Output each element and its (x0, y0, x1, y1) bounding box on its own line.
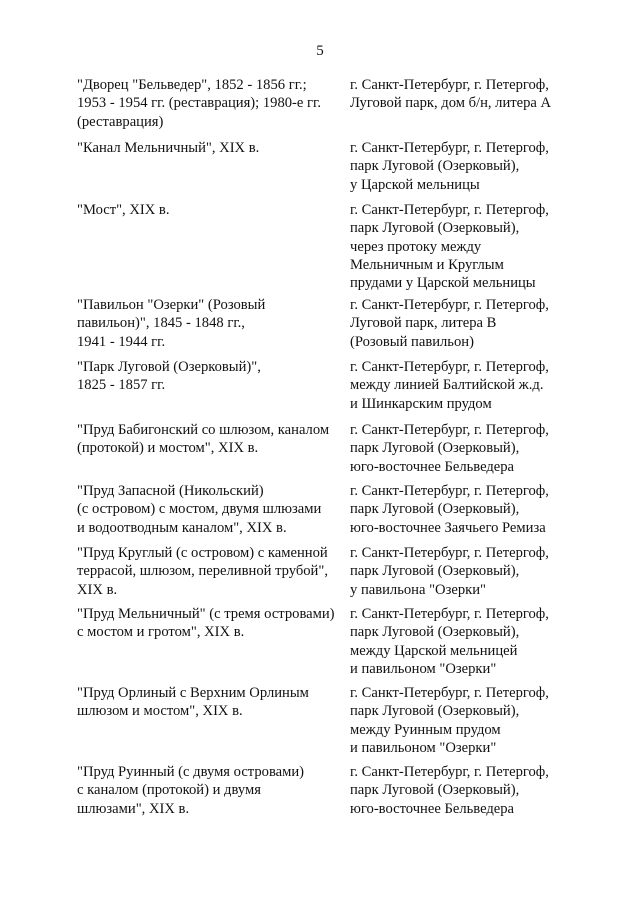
object-name (77, 358, 261, 395)
object-name (77, 201, 169, 219)
object-address (350, 201, 549, 292)
object-line: и водоотводным каналом", XIX в. (77, 519, 287, 536)
object-address (350, 358, 549, 413)
object-address (350, 139, 549, 194)
address-line: г. Санкт-Петербург, г. Петергоф, (350, 545, 549, 561)
object-line: "Пруд Круглый (с островом) с каменной (77, 545, 328, 561)
object-line: XIX в. (77, 581, 118, 598)
address-line: г. Санкт-Петербург, г. Петергоф, (350, 422, 549, 438)
object-line: "Дворец "Бельведер", 1852 - 1856 гг.; (77, 77, 307, 93)
object-line: 1825 - 1857 гг. (77, 377, 166, 394)
object-line: шлюзами", XIX в. (77, 800, 190, 817)
address-line: через протоку между (350, 238, 482, 255)
address-line: у Царской мельницы (350, 176, 480, 193)
address-line: парк Луговой (Озерковый), (350, 220, 520, 237)
object-line: шлюзом и мостом", XIX в. (77, 703, 243, 720)
address-line: парк Луговой (Озерковый), (350, 703, 520, 720)
object-line: "Пруд Мельничный" (с тремя островами) (77, 606, 335, 622)
address-line: Мельничным и Круглым (350, 256, 504, 273)
address-line: г. Санкт-Петербург, г. Петергоф, (350, 764, 549, 780)
object-address (350, 296, 549, 351)
object-address (350, 421, 549, 476)
address-line: юго-восточнее Бельведера (350, 458, 515, 475)
object-line: "Пруд Бабигонский со шлюзом, каналом (77, 422, 330, 438)
address-line: между Царской мельницей (350, 642, 518, 659)
object-line: 1941 - 1944 гг. (77, 333, 166, 350)
address-line: г. Санкт-Петербург, г. Петергоф, (350, 140, 549, 156)
page-number: 5 (316, 43, 324, 59)
object-line: с мостом и гротом", XIX в. (77, 624, 245, 641)
object-name (77, 544, 328, 599)
object-name (77, 421, 329, 458)
object-line: "Пруд Запасной (Никольский) (77, 483, 264, 499)
object-line: "Пруд Руинный (с двумя островами) (77, 764, 305, 780)
object-name (77, 139, 259, 157)
object-address (350, 605, 549, 678)
object-line: "Парк Луговой (Озерковый)", (77, 359, 261, 375)
address-line: г. Санкт-Петербург, г. Петергоф, (350, 359, 549, 375)
address-line: г. Санкт-Петербург, г. Петергоф, (350, 685, 549, 701)
address-line: г. Санкт-Петербург, г. Петергоф, (350, 483, 549, 499)
object-line: (реставрация) (77, 113, 164, 130)
address-line: у павильона "Озерки" (350, 581, 486, 598)
address-line: Луговой парк, литера В (350, 315, 497, 332)
address-line: юго-восточнее Бельведера (350, 800, 515, 817)
address-line: г. Санкт-Петербург, г. Петергоф, (350, 297, 549, 313)
address-line: парк Луговой (Озерковый), (350, 624, 520, 641)
object-address (350, 684, 549, 757)
object-line: террасой, шлюзом, переливной трубой", (77, 563, 328, 580)
object-address (350, 763, 549, 818)
address-line: г. Санкт-Петербург, г. Петергоф, (350, 606, 549, 622)
address-line: г. Санкт-Петербург, г. Петергоф, (350, 202, 549, 218)
address-line: юго-восточнее Заячьего Ремиза (350, 519, 546, 536)
address-line: и Шинкарским прудом (350, 395, 492, 412)
address-line: парк Луговой (Озерковый), (350, 501, 520, 518)
address-line: между Руинным прудом (350, 721, 501, 738)
address-line: парк Луговой (Озерковый), (350, 440, 520, 457)
address-line: парк Луговой (Озерковый), (350, 782, 520, 799)
address-line: (Розовый павильон) (350, 333, 474, 350)
address-line: парк Луговой (Озерковый), (350, 563, 520, 580)
object-line: павильон)", 1845 - 1848 гг., (77, 315, 245, 332)
object-line: "Канал Мельничный", XIX в. (77, 140, 260, 156)
address-line: и павильоном "Озерки" (350, 660, 497, 677)
object-name (77, 763, 304, 818)
object-address (350, 544, 549, 599)
object-address (350, 482, 549, 537)
address-line: Луговой парк, дом б/н, литера А (350, 95, 552, 112)
object-name (77, 296, 265, 351)
address-line: и павильоном "Озерки" (350, 739, 497, 756)
object-name (77, 482, 321, 537)
object-name (77, 684, 309, 721)
address-line: парк Луговой (Озерковый), (350, 158, 520, 175)
object-line: с каналом (протокой) и двумя (77, 782, 261, 799)
object-line: "Павильон "Озерки" (Розовый (77, 297, 266, 313)
object-line: 1953 - 1954 гг. (реставрация); 1980-е гг. (77, 95, 322, 112)
object-line: "Пруд Орлиный с Верхним Орлиным (77, 685, 309, 701)
address-line: г. Санкт-Петербург, г. Петергоф, (350, 77, 549, 93)
object-line: (с островом) с мостом, двумя шлюзами (77, 501, 322, 518)
object-line: "Мост", XIX в. (77, 202, 170, 218)
object-name (77, 605, 335, 642)
address-line: прудами у Царской мельницы (350, 275, 536, 292)
address-line: между линией Балтийской ж.д. (350, 377, 544, 394)
object-address (350, 76, 551, 113)
object-line: (протокой) и мостом", XIX в. (77, 440, 259, 457)
object-name (77, 76, 321, 131)
